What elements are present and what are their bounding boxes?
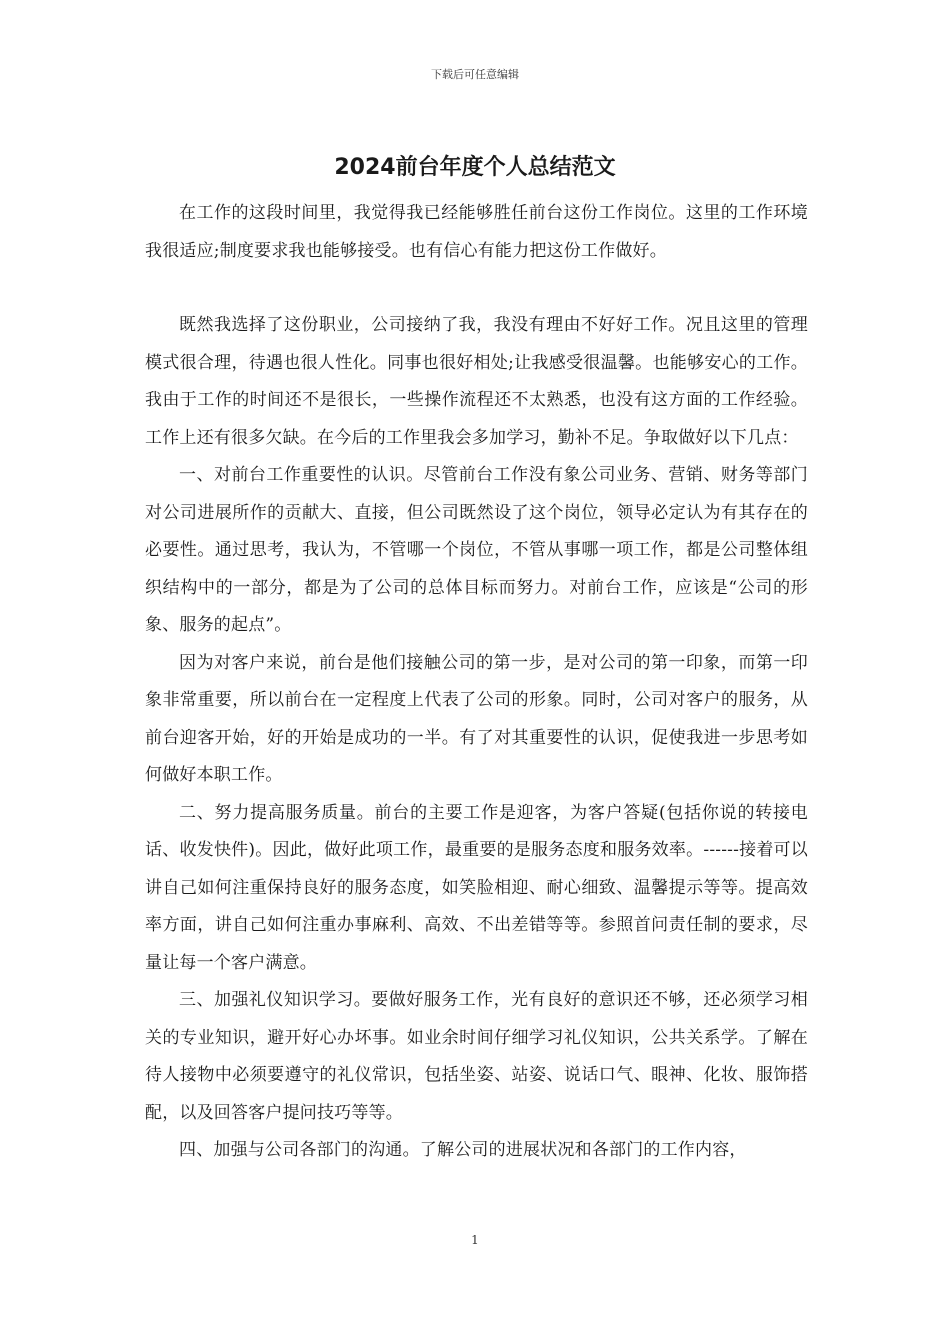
paragraph-intro: 在工作的这段时间里，我觉得我已经能够胜任前台这份工作岗位。这里的工作环境我很适应;制度要求我也能够接受。也有信心有能力把这份工作做好。 [145,203,808,261]
page-number: 1 [471,1233,479,1247]
page-header-note: 下载后可任意编辑 [431,68,519,81]
paragraph-point-three: 三、加强礼仪知识学习。要做好服务工作，光有良好的意识还不够，还必须学习相关的专业知识，避开好心办坏事。如业余时间仔细学习礼仪知识，公共关系学。了解在待人接物中必须要遵守的礼仪常识，包括坐姿、站姿、说话口气、眼神、化妆、服饰搭配，以及回答客户提问技巧等等。 [145,990,808,1123]
paragraph-first-impression: 因为对客户来说，前台是他们接触公司的第一步，是对公司的第一印象，而第一印象非常重要，所以前台在一定程度上代表了公司的形象。同时，公司对客户的服务，从前台迎客开始，好的开始是成功的一半。有了对其重要性的认识，促使我进一步思考如何做好本职工作。 [145,652,808,785]
document-title: 2024前台年度个人总结范文 [334,155,616,180]
paragraph-point-two: 二、努力提高服务质量。前台的主要工作是迎客，为客户答疑(包括你说的转接电话、收发快件)。因此，做好此项工作，最重要的是服务态度和服务效率。------接着可以讲自己如何注重保持良好的服务态度，如笑脸相迎、耐心细致、温馨提示等等。提高效率方面，讲自己如何注重办事麻利、高效、不出差错等等。参照首问责任制的要求，尽量让每一个客户满意。 [145,802,808,973]
paragraph-point-four: 四、加强与公司各部门的沟通。了解公司的进展状况和各部门的工作内容， [179,1140,747,1160]
paragraph-career: 既然我选择了这份职业，公司接纳了我，我没有理由不好好工作。况且这里的管理模式很合理，待遇也很人性化。同事也很好相处;让我感受很温馨。也能够安心的工作。我由于工作的时间还不是很长，一些操作流程还不太熟悉，也没有这方面的工作经验。工作上还有很多欠缺。在今后的工作里我会多加学习，勤补不足。争取做好以下几点： [145,315,808,448]
paragraph-point-one: 一、对前台工作重要性的认识。尽管前台工作没有象公司业务、营销、财务等部门对公司进展所作的贡献大、直接，但公司既然设了这个岗位，领导必定认为有其存在的必要性。通过思考，我认为，不管哪一个岗位，不管从事哪一项工作，都是公司整体组织结构中的一部分，都是为了公司的总体目标而努力。对前台工作，应该是“公司的形象、服务的起点”。 [145,465,808,635]
document-body [145,195,808,1170]
